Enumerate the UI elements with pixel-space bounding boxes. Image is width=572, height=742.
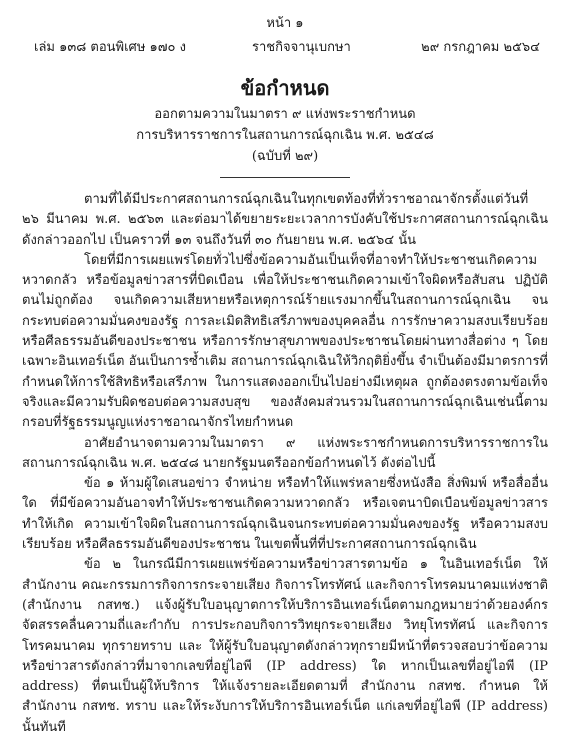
gazette-header (22, 8, 548, 56)
paragraph: ข้อ ๑ ห้ามผู้ใดเสนอข่าว จำหน่าย หรือทำให้แพร่หลายซึ่งหนังสือ สิ่งพิมพ์ หรือสื่ออื่นใด ที่มีข้อความอันอาจทำให้ประชาชนเกิดความหวาดกลัว หรือเจตนาบิดเบือนข้อมูลข่าวสาร ทำให้เกิด ความเข้าใจผิดในสถานการณ์ฉุกเฉินจนกระทบต่อความมั่นคงของรัฐ หรือความสงบเรียบร้อย หรือศีลธรรมอันดีของประชาชน ในเขตพื้นที่ที่ประกาศสถานการณ์ฉุกเฉิน (22, 476, 548, 553)
document-title: ข้อกำหนด (240, 76, 330, 100)
divider (220, 177, 350, 178)
subtitle-line: (ฉบับที่ ๒๙) (251, 149, 319, 164)
subtitle-line: การบริหารราชการในสถานการณ์ฉุกเฉิน พ.ศ. ๒๕๔๘ (136, 128, 434, 143)
subtitle-line: ออกตามความในมาตรา ๙ แห่งพระราชกำหนด (154, 107, 416, 122)
document-subtitle (22, 104, 548, 167)
paragraph: โดยที่มีการเผยแพร่โดยทั่วไปซึ่งข้อความอันเป็นเท็จที่อาจทำให้ประชาชนเกิดความหวาดกลัว หรือข้อมูลข่าวสารที่บิดเบือน เพื่อให้ประชาชนเกิดความเข้าใจผิดหรือสับสน ปฏิบัติตนไม่ถูกต้อง จนเกิดความเสียหายหรือเหตุการณ์ร้ายแรงมากขึ้นในสถานการณ์ฉุกเฉิน จนกระทบต่อความมั่นคงของรัฐ การละเมิดสิทธิเสรีภาพของบุคคลอื่น การรักษาความสงบเรียบร้อยหรือศีลธรรมอันดีของประชาชน หรือการรักษาสุขภาพของประชาชนโดยผ่านทางสื่อต่าง ๆ โดยเฉพาะอินเทอร์เน็ต อันเป็นการซ้ำเติม สถานการณ์ฉุกเฉินให้วิกฤติยิ่งขึ้น จำเป็นต้องมีมาตรการที่กำหนดให้การใช้สิทธิหรือเสรีภาพ ในการแสดงออกเป็นไปอย่างมีเหตุผล ถูกต้องตรงตามข้อเท็จจริงและมีความรับผิดชอบต่อความสงบสุข ของสังคมส่วนรวมในสถานการณ์ฉุกเฉินเช่นนี้ตามกรอบที่รัฐธรรมนูญแห่งราชอาณาจักรไทยกำหนด (22, 252, 548, 431)
document-body (22, 190, 548, 738)
paragraph: ตามที่ได้มีประกาศสถานการณ์ฉุกเฉินในทุกเขตท้องที่ทั่วราชอาณาจักรตั้งแต่วันที่ ๒๖ มีนาคม พ.ศ. ๒๕๖๓ และต่อมาได้ขยายระยะเวลาการบังคับใช้ประกาศสถานการณ์ฉุกเฉินดังกล่าวออกไป เป็นคราวที่ ๑๓ จนถึงวันที่ ๓๐ กันยายน พ.ศ. ๒๕๖๔ นั้น (22, 192, 548, 248)
page-number: หน้า ๑ (266, 16, 304, 31)
paragraph: ข้อ ๒ ในกรณีมีการเผยแพร่ข้อความหรือข่าวสารตามข้อ ๑ ในอินเทอร์เน็ต ให้สำนักงาน คณะกรรมการกิจการกระจายเสียง กิจการโทรทัศน์ และกิจการโทรคมนาคมแห่งชาติ (สำนักงาน กสทช.) แจ้งผู้รับใบอนุญาตการให้บริการอินเทอร์เน็ตตามกฎหมายว่าด้วยองค์กรจัดสรรคลื่นความถี่และกำกับ การประกอบกิจการวิทยุกระจายเสียง วิทยุโทรทัศน์ และกิจการโทรคมนาคม ทุกรายทราบ และ ให้ผู้รับใบอนุญาตดังกล่าวทุกรายมีหน้าที่ตรวจสอบว่าข้อความหรือข่าวสารดังกล่าวที่มาจากเลขที่อยู่ไอพี (IP address) ใด หากเป็นเลขที่อยู่ไอพี (IP address) ที่ตนเป็นผู้ให้บริการ ให้แจ้งรายละเอียดตามที่ สำนักงาน กสทช. กำหนด ให้สำนักงาน กสทช. ทราบ และให้ระงับการให้บริการอินเทอร์เน็ต แก่เลขที่อยู่ไอพี (IP address) นั้นทันที (22, 557, 548, 735)
gazette-name: ราชกิจจานุเบกษา (252, 40, 351, 55)
paragraph: อาศัยอำนาจตามความในมาตรา ๙ แห่งพระราชกำหนดการบริหารราชการในสถานการณ์ฉุกเฉิน พ.ศ. ๒๕๔๘ นายกรัฐมนตรีออกข้อกำหนดไว้ ดังต่อไปนี้ (22, 435, 548, 471)
volume-info: เล่ม ๑๓๘ ตอนพิเศษ ๑๗๐ ง (34, 40, 186, 55)
publication-date: ๒๙ กรกฎาคม ๒๕๖๔ (421, 40, 540, 55)
